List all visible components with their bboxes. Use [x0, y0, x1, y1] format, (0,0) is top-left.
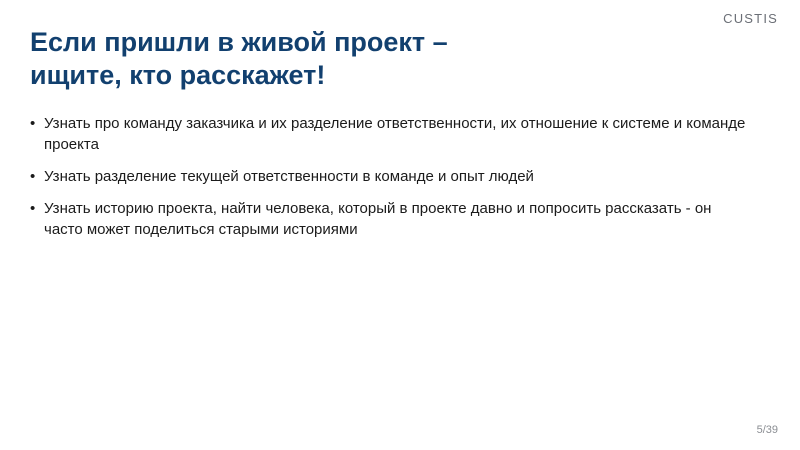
list-item [30, 198, 750, 240]
list-item [30, 113, 750, 155]
bullet-text: Узнать разделение текущей ответственности в команде и опыт людей [44, 168, 534, 185]
custis-logo: CUSTIS [723, 11, 778, 26]
bullet-text: Узнать про команду заказчика и их разделение ответственности, их отношение к системе и команде проекта [44, 115, 746, 153]
bullet-marker-icon: • [30, 200, 36, 217]
slide-title-line-1: Если пришли в живой проект – [30, 27, 448, 57]
bullet-list [30, 113, 750, 251]
slide-title [30, 26, 730, 92]
list-item [30, 166, 750, 187]
bullet-marker-icon: • [30, 115, 36, 132]
page-number: 5/39 [756, 424, 778, 436]
bullet-marker-icon: • [30, 168, 36, 185]
slide-title-line-2: ищите, кто расскажет! [30, 60, 326, 90]
bullet-text: Узнать историю проекта, найти человека, который в проекте давно и попросить рассказать - он часто может поделиться старыми историями [44, 200, 712, 238]
